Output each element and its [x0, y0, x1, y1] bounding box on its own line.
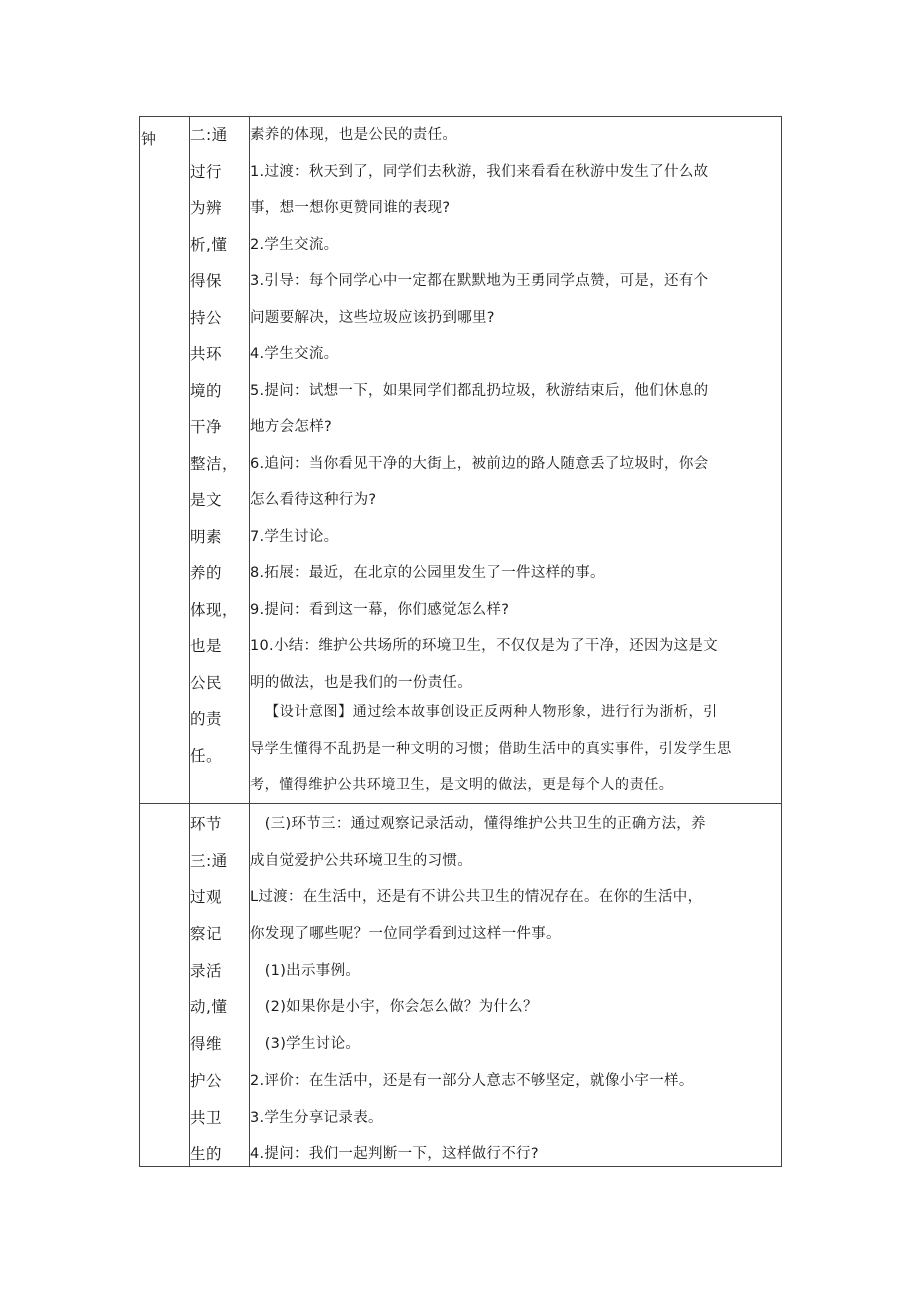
row1-design-intent: [250, 694, 780, 804]
stage-label-line: 得保: [190, 272, 223, 290]
stage-label-line: 共环: [190, 345, 223, 363]
stage-label-line: 明素: [190, 527, 223, 546]
stage-label-line: 干净: [190, 418, 223, 436]
stage-label-line: 公民: [190, 673, 223, 692]
content-line: 事，想一想你更赞同谁的表现?: [250, 200, 451, 216]
stage-label-line: 养的: [190, 564, 223, 582]
content-line: 3.引导：每个同学心中一定都在默默地为王勇同学点赞，可是，还有个: [250, 273, 709, 289]
row1-col1-text: 钟: [141, 130, 157, 148]
stage-label-line: 任。: [190, 746, 223, 765]
stage-label-line: 环节: [190, 815, 223, 833]
lesson-plan-table: [139, 116, 782, 1167]
content-line: 成自觉爱护公共环境卫生的习惯。: [250, 852, 472, 869]
stage-label-line: 的责: [190, 710, 223, 728]
content-line: 5.提问：试想一下，如果同学们都乱扔垃圾，秋游结束后，他们休息的: [250, 382, 709, 399]
row2-content: [250, 806, 780, 1173]
stage-label-line: 是文: [190, 491, 223, 509]
row1-stage-label: [190, 117, 248, 774]
content-line: 2.学生交流。: [250, 236, 339, 253]
stage-label-line: 录活: [190, 961, 223, 980]
content-line: 地方会怎样?: [250, 419, 332, 435]
stage-label-line: 过行: [190, 162, 223, 181]
stage-label-line: 也是: [190, 637, 223, 655]
stage-label-line: 三:通: [190, 851, 228, 870]
stage-label-line: 二:通: [190, 126, 228, 144]
content-line: 4.学生交流。: [250, 346, 339, 362]
stage-label-line: 持公: [190, 308, 223, 327]
content-line: 9.提问：看到这一幕，你们感觉怎么样?: [250, 601, 510, 618]
stage-label-line: 动,懂: [190, 998, 228, 1017]
content-line: 3.学生分享记录表。: [250, 1109, 383, 1126]
stage-label-line: 析,懂: [190, 235, 228, 254]
design-intent-line: 【设计意图】通过绘本故事创设正反两种人物形象，进行行为浙析，引: [250, 704, 718, 720]
content-line: (2)如果你是小宇，你会怎么做？为什么？: [250, 999, 538, 1016]
content-line: (1)出示事例。: [250, 962, 361, 979]
content-line: 10.小结：维护公共场所的环境卫生，不仅仅是为了干净，还因为这是文: [250, 638, 718, 654]
content-line: 1.过渡：秋天到了，同学们去秋游，我们来看看在秋游中发生了什么故: [250, 163, 709, 180]
content-line: 怎么看待这种行为?: [250, 492, 377, 508]
content-line: 明的做法，也是我们的一份责任。: [250, 674, 472, 691]
stage-label-line: 体现，: [190, 600, 239, 619]
content-line: (3)学生讨论。: [250, 1036, 361, 1053]
stage-label-line: 共卫: [190, 1108, 223, 1127]
row1-content: [250, 117, 780, 701]
content-line: 素养的体现，也是公民的责任。: [250, 127, 458, 143]
content-line: 你发现了哪些呢？一位同学看到过这样一件事。: [250, 926, 561, 943]
content-line: 2.评价：在生活中，还是有一部分人意志不够坚定，就像小宇一样。: [250, 1072, 694, 1089]
stage-label-line: 整洁，: [190, 454, 239, 473]
stage-label-line: 为辨: [190, 199, 223, 217]
content-line: 8.拓展：最近，在北京的公园里发生了一件这样的事。: [250, 565, 605, 581]
content-line: 7.学生讨论。: [250, 528, 339, 545]
stage-label-line: 境的: [190, 381, 223, 400]
content-line: 4.提问：我们一起判断一下，这样做行不行?: [250, 1146, 539, 1163]
design-intent-line: 考，懂得维护公共环境卫生，是文明的做法，更是每个人的责任。: [250, 777, 674, 793]
stage-label-line: 得维: [190, 1035, 223, 1054]
content-line: 问题要解决，这些垃圾应该扔到哪里?: [250, 309, 495, 326]
content-line: (三)环节三：通过观察记录活动，懂得维护公共卫生的正确方法，养: [250, 816, 706, 832]
content-line: 6.追问：当你看见干净的大街上，被前边的路人随意丢了垃圾时，你会: [250, 455, 709, 472]
content-line: L过渡：在生活中，还是有不讲公共卫生的情况存在。在你的生活中，: [250, 889, 703, 906]
design-intent-line: 导学生懂得不乱扔是一种文明的习惯；借助生活中的真实事件，引发学生思: [250, 740, 732, 757]
stage-label-line: 察记: [190, 925, 223, 944]
stage-label-line: 过观: [190, 888, 223, 907]
stage-label-line: 护公: [190, 1071, 223, 1090]
row2-stage-label: [190, 806, 248, 1173]
stage-label-line: 生的: [190, 1145, 223, 1164]
